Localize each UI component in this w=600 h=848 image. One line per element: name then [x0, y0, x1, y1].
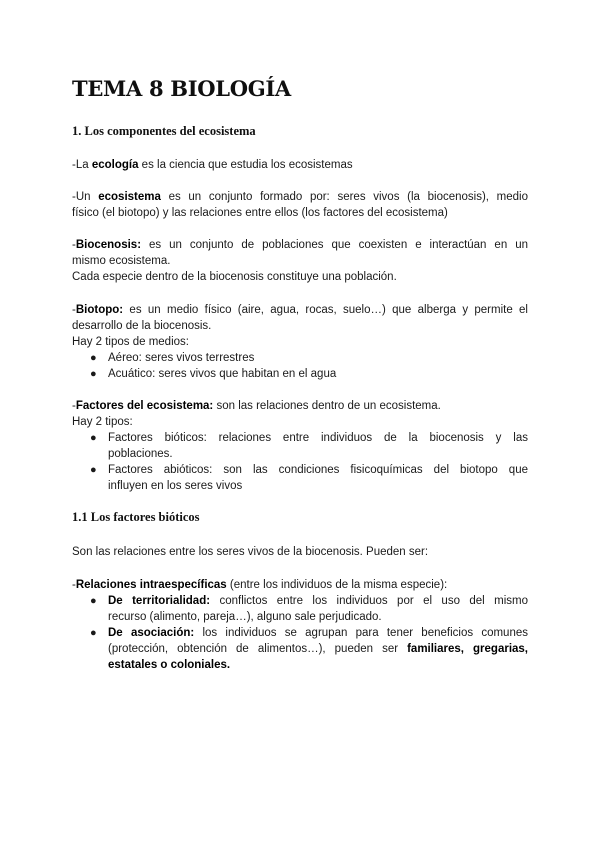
text-line: físico (el biotopo) y las relaciones entre ellos (los factores del ecosistema) [72, 207, 448, 219]
section-heading-componentes: 1. Los componentes del ecosistema [72, 124, 256, 138]
term-factores: Factores del ecosistema: [75, 400, 214, 412]
list-medios [90, 350, 528, 382]
text-prefix: -La [72, 159, 92, 171]
text: son las relaciones dentro de un ecosistema. [213, 400, 441, 412]
list-item-text: Acuático: seres vivos que habitan en el agua [108, 368, 337, 380]
text-prefix: - [72, 239, 76, 251]
term-tipos-asociacion: estatales o coloniales. [108, 659, 231, 671]
list-item [90, 625, 528, 673]
text: conflictos entre los individuos por el uso del mismo [210, 595, 528, 607]
bullet-icon: ● [90, 627, 97, 639]
term-ecologia: ecología [91, 159, 139, 171]
paragraph-ecosistema [72, 189, 528, 221]
section-heading-bioticos: 1.1 Los factores bióticos [72, 510, 200, 524]
text-line: desarrollo de la biocenosis. [72, 320, 212, 332]
text: los individuos se agrupan para tener beneficios comunes [194, 627, 528, 639]
bullet-icon: ● [90, 432, 97, 444]
list-item-text: influyen en los seres vivos [108, 480, 243, 492]
list-item-text: poblaciones. [108, 448, 173, 460]
list-item [90, 593, 528, 625]
text-line: mismo ecosistema. [72, 255, 171, 267]
term-asociacion: De asociación: [108, 627, 195, 639]
list-item [90, 462, 528, 494]
list-item-text: recurso (alimento, pareja…), alguno sale perjudicado. [108, 611, 382, 623]
paragraph-intraespecificas [72, 577, 528, 593]
term-biocenosis: Biocenosis: [75, 239, 142, 251]
list-item [90, 366, 528, 382]
list-factores [90, 430, 528, 494]
text-prefix: -Un [72, 191, 99, 203]
bullet-icon: ● [90, 595, 97, 607]
list-item [90, 350, 528, 366]
bullet-icon: ● [90, 352, 97, 364]
term-ecosistema: ecosistema [98, 191, 161, 203]
page-title: TEMA 8 BIOLOGÍA [72, 76, 291, 101]
term-tipos-asociacion: familiares, gregarias, [407, 643, 529, 655]
text-line: Hay 2 tipos: [72, 416, 133, 428]
text: es un conjunto de poblaciones que coexisten e interactúan en un [141, 239, 528, 251]
text: (entre los individuos de la misma especie): [226, 579, 448, 591]
text-prefix: - [72, 579, 76, 591]
text: (protección, obtención de alimentos…), pueden ser [108, 643, 408, 655]
list-item-text: Factores bióticos: relaciones entre individuos de la biocenosis y las [108, 432, 528, 444]
paragraph-biotopo [72, 302, 528, 350]
list-item [90, 430, 528, 462]
text-line: Hay 2 tipos de medios: [72, 336, 189, 348]
text: es un conjunto formado por: seres vivos (la biocenosis), medio [160, 191, 528, 203]
list-item-text: Factores abióticos: son las condiciones fisicoquímicas del biotopo que [108, 464, 528, 476]
term-intraespecificas: Relaciones intraespecíficas [75, 579, 227, 591]
list-intraespecificas [90, 593, 528, 673]
bullet-icon: ● [90, 368, 97, 380]
text: es la ciencia que estudia los ecosistemas [138, 159, 353, 171]
paragraph-intro-bioticos: Son las relaciones entre los seres vivos de la biocenosis. Pueden ser: [72, 546, 429, 558]
term-territorialidad: De territorialidad: [108, 595, 211, 607]
text-prefix: - [72, 304, 76, 316]
paragraph-factores [72, 398, 528, 430]
text: es un medio físico (aire, agua, rocas, suelo…) que alberga y permite el [123, 304, 528, 316]
list-item-text: Aéreo: seres vivos terrestres [108, 352, 255, 364]
paragraph-ecologia [72, 157, 528, 173]
text-prefix: - [72, 400, 76, 412]
term-biotopo: Biotopo: [75, 304, 124, 316]
bullet-icon: ● [90, 464, 97, 476]
paragraph-biocenosis [72, 237, 528, 285]
text-line: Cada especie dentro de la biocenosis constituye una población. [72, 271, 397, 283]
